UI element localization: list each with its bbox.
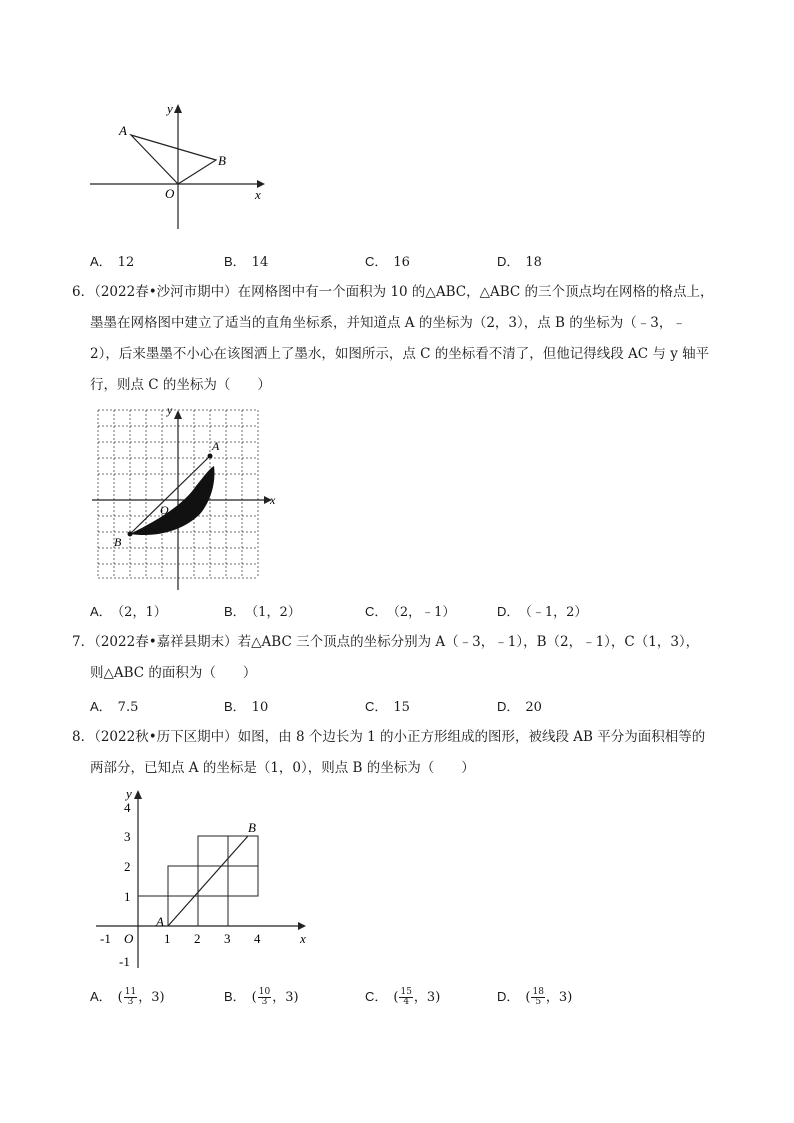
y-tick-1: 1 — [124, 889, 131, 904]
question-8 — [72, 722, 732, 784]
q6-option-d[interactable]: D． （﹣1，2） — [497, 604, 588, 620]
q7-option-c[interactable]: C． 15 — [365, 699, 410, 715]
y-tick-3: 3 — [124, 829, 131, 844]
q8-stem-2: 两部分，已知点 A 的坐标是（1，0），则点 B 的坐标为（ ） — [90, 760, 475, 776]
q8-option-b-fraction: $\frac{10}{3}$ — [258, 987, 271, 1007]
q8-option-c-fraction: $\frac{15}{4}$ — [400, 987, 412, 1007]
q6-line-1 — [72, 277, 732, 308]
q8-option-d[interactable]: D． ( $\frac{18}{5}$ ，3) — [497, 987, 573, 1007]
y-tick-2: 2 — [124, 859, 131, 874]
q7-stem-2: 则△ABC 的面积为（ ） — [90, 665, 257, 681]
q8-options — [90, 986, 730, 1012]
q8-number: 8． — [72, 729, 95, 745]
q6-options — [90, 601, 730, 621]
q5-option-a[interactable]: A． 12 — [90, 254, 135, 270]
q8-option-b[interactable]: B． ( $\frac{10}{3}$ ，3) — [224, 987, 299, 1007]
x-tick-1: 1 — [164, 931, 171, 946]
q6-stem-2: 墨墨在网格图中建立了适当的直角坐标系，并知道点 A 的坐标为（2，3），点 B 的坐标为（﹣3，﹣ — [90, 315, 686, 331]
x-tick-4: 4 — [254, 931, 261, 946]
q7-options — [90, 696, 730, 716]
origin-label: O — [124, 931, 134, 946]
x-axis-label: x — [270, 493, 276, 507]
q7-source: （2022春•嘉祥县期末） — [94, 634, 238, 650]
point-b-label: B — [114, 535, 122, 549]
square-grid-shape — [138, 836, 258, 926]
q6-number: 6． — [72, 284, 95, 300]
q7-option-d[interactable]: D． 20 — [497, 699, 542, 715]
x-tick-3: 3 — [224, 931, 231, 946]
y-axis-label: y — [167, 101, 173, 116]
q8-option-d-fraction: $\frac{18}{5}$ — [532, 987, 544, 1007]
q7-line-1 — [72, 627, 732, 658]
x-tick-2: 2 — [194, 931, 201, 946]
q5-option-d[interactable]: D． 18 — [497, 254, 542, 270]
question-6 — [72, 277, 732, 401]
point-b-label: B — [218, 153, 226, 168]
segment-ab — [168, 836, 248, 926]
q6-source: （2022春•沙河市期中） — [94, 284, 238, 300]
point-b-label: B — [248, 820, 256, 835]
q7-stem-1: 若△ABC 三个顶点的坐标分别为 A（﹣3，﹣1），B（2，﹣1），C（1，3）， — [237, 634, 700, 650]
q6-option-a[interactable]: A． （2，1） — [90, 604, 167, 620]
q8-line-1 — [72, 722, 732, 753]
point-a-label: A — [212, 439, 220, 453]
point-b-dot — [128, 532, 133, 537]
q7-option-a[interactable]: A． 7.5 — [90, 699, 139, 715]
q6-stem-4: 行，则点 C 的坐标为（ ） — [90, 377, 271, 393]
x-axis-arrow — [298, 922, 306, 930]
point-a-label: A — [156, 914, 164, 929]
x-tick-neg1: -1 — [100, 931, 111, 946]
q5-option-c[interactable]: C． 16 — [365, 254, 410, 270]
y-axis-arrow — [134, 790, 142, 799]
point-a-dot — [208, 454, 213, 459]
q8-option-c[interactable]: C． ( $\frac{15}{4}$ ，3) — [365, 987, 441, 1007]
q6-option-c[interactable]: C． （2，﹣1） — [365, 604, 456, 620]
y-axis-label: y — [126, 786, 132, 801]
q8-stem-1: 如图，由 8 个边长为 1 的小正方形组成的图形，被线段 AB 平分为面积相等的 — [237, 729, 706, 745]
q5-options — [90, 251, 730, 271]
q7-option-b[interactable]: B． 10 — [224, 699, 269, 715]
q6-figure — [88, 400, 288, 592]
y-axis-arrow — [174, 410, 182, 419]
y-axis-label: y — [167, 403, 173, 417]
x-axis-label: x — [255, 187, 261, 202]
origin-label: O — [160, 503, 169, 517]
q6-stem-1: 在网格图中有一个面积为 10 的△ABC，△ABC 的三个顶点均在网格的格点上， — [237, 284, 714, 300]
x-axis-label: x — [300, 931, 306, 946]
q8-figure — [88, 780, 318, 975]
q5-figure — [85, 95, 275, 235]
q8-option-a[interactable]: A． ( $\frac{11}{3}$ ，3) — [90, 987, 165, 1007]
triangle-aob — [131, 135, 216, 184]
origin-label: O — [165, 186, 175, 201]
q6-stem-3: 2），后来墨墨不小心在该图洒上了墨水，如图所示，点 C 的坐标看不清了，但他记得线段 AC 与 y 轴平 — [90, 346, 710, 362]
y-tick-4: 4 — [124, 800, 131, 815]
point-a-label: A — [119, 123, 127, 138]
question-7 — [72, 627, 732, 689]
q8-option-a-fraction: $\frac{11}{3}$ — [124, 987, 137, 1007]
q8-source: （2022秋•历下区期中） — [94, 729, 238, 745]
q7-number: 7． — [72, 634, 95, 650]
y-tick-neg1: -1 — [119, 954, 130, 969]
y-axis-arrow — [174, 104, 182, 113]
q6-option-b[interactable]: B． （1，2） — [224, 604, 301, 620]
q5-option-b[interactable]: B． 14 — [224, 254, 269, 270]
